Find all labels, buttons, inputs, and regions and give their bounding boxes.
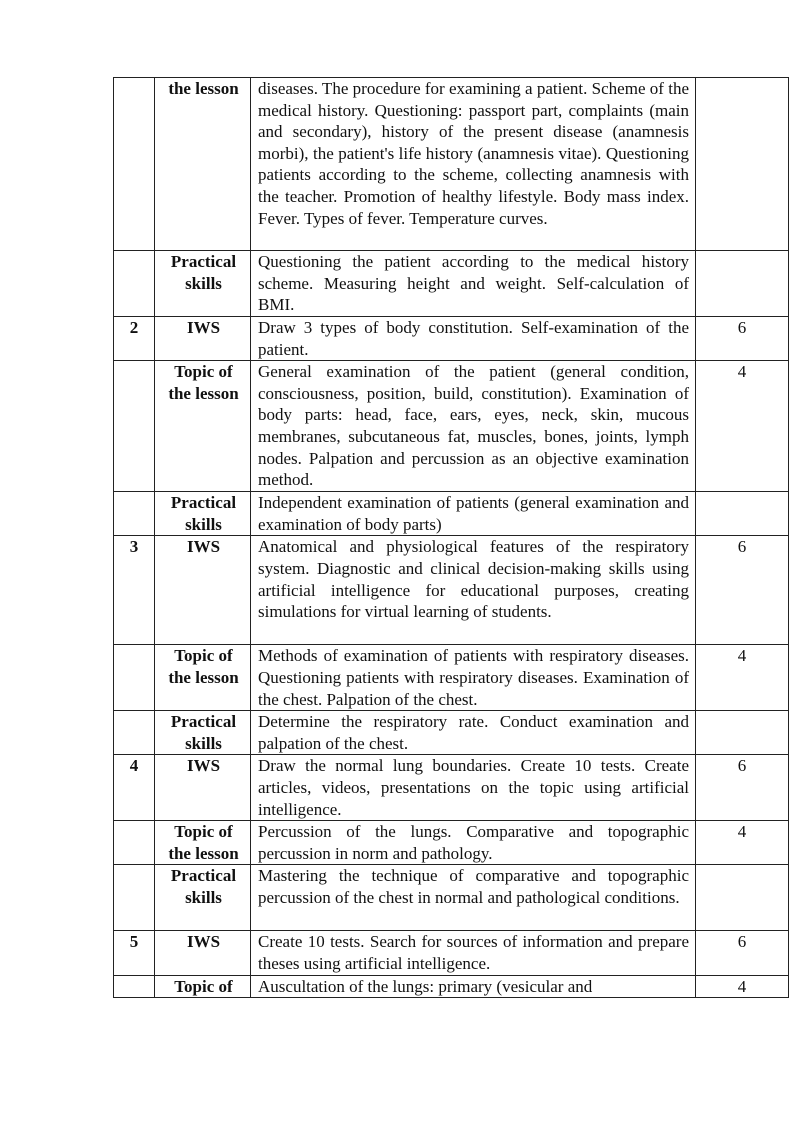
table-row bbox=[114, 755, 789, 821]
hours: 6 bbox=[696, 536, 789, 645]
hours: 6 bbox=[696, 755, 789, 821]
lesson-number: 3 bbox=[114, 536, 155, 645]
row-content: Auscultation of the lungs: primary (vesicular and bbox=[251, 975, 696, 998]
row-label-line: skills bbox=[185, 733, 222, 753]
curriculum-table bbox=[113, 77, 789, 998]
lesson-number bbox=[114, 251, 155, 317]
row-label-line: IWS bbox=[186, 318, 221, 337]
row-label-line: Practical bbox=[170, 712, 237, 732]
row-label bbox=[155, 251, 251, 317]
row-label bbox=[155, 711, 251, 755]
row-label-line: Practical bbox=[170, 252, 237, 271]
lesson-number bbox=[114, 78, 155, 251]
table-row bbox=[114, 821, 789, 865]
row-content: Percussion of the lungs. Comparative and topographic percussion in norm and pathology. bbox=[251, 821, 696, 865]
row-label bbox=[155, 78, 251, 251]
row-label-line: Practical bbox=[170, 493, 237, 513]
table-row bbox=[114, 536, 789, 645]
row-content: Create 10 tests. Search for sources of information and prepare theses using artificial intelligence. bbox=[251, 931, 696, 975]
row-label-line: the lesson bbox=[168, 843, 239, 863]
row-content: Methods of examination of patients with respiratory diseases. Questioning patients with respiratory diseases. Examination of the chest. Palpation of the chest. bbox=[251, 645, 696, 711]
hours: 4 bbox=[696, 821, 789, 865]
lesson-number bbox=[114, 492, 155, 536]
row-label-line: IWS bbox=[186, 756, 221, 776]
table-row bbox=[114, 317, 789, 361]
lesson-number bbox=[114, 975, 155, 998]
row-label bbox=[155, 865, 251, 931]
lesson-number bbox=[114, 645, 155, 711]
row-label-line: Topic of bbox=[174, 646, 233, 666]
lesson-number bbox=[114, 361, 155, 492]
row-content: Determine the respiratory rate. Conduct examination and palpation of the chest. bbox=[251, 711, 696, 755]
hours: 4 bbox=[696, 361, 789, 492]
lesson-number: 4 bbox=[114, 755, 155, 821]
hours: 4 bbox=[696, 645, 789, 711]
row-label bbox=[155, 821, 251, 865]
row-label-line: skills bbox=[185, 887, 222, 907]
row-label-line: IWS bbox=[186, 537, 221, 557]
row-label bbox=[155, 755, 251, 821]
hours bbox=[696, 711, 789, 755]
table-row bbox=[114, 492, 789, 536]
table-row bbox=[114, 865, 789, 931]
table-row bbox=[114, 361, 789, 492]
row-content: Anatomical and physiological features of the respiratory system. Diagnostic and clinical decision-making skills using artificial intelligence for educational purposes, creating simulations for virtual learning of students. bbox=[251, 536, 696, 645]
row-content: Draw the normal lung boundaries. Create 10 tests. Create articles, videos, presentations on the topic using artificial intelligence. bbox=[251, 755, 696, 821]
table-row bbox=[114, 251, 789, 317]
row-label bbox=[155, 361, 251, 492]
row-label bbox=[155, 645, 251, 711]
table-row bbox=[114, 645, 789, 711]
row-label-line: the lesson bbox=[168, 667, 239, 687]
lesson-number bbox=[114, 865, 155, 931]
row-label-line: IWS bbox=[186, 932, 221, 952]
hours bbox=[696, 492, 789, 536]
table-row bbox=[114, 931, 789, 975]
table-row bbox=[114, 78, 789, 251]
hours: 6 bbox=[696, 931, 789, 975]
hours bbox=[696, 78, 789, 251]
row-label-line: Topic of bbox=[174, 362, 233, 382]
row-content: Mastering the technique of comparative and topographic percussion of the chest in normal and pathological conditions. bbox=[251, 865, 696, 931]
row-label bbox=[155, 536, 251, 645]
row-label-line: skills bbox=[185, 514, 222, 534]
lesson-number bbox=[114, 711, 155, 755]
lesson-number bbox=[114, 821, 155, 865]
row-label bbox=[155, 975, 251, 998]
row-label bbox=[155, 931, 251, 975]
table-row bbox=[114, 711, 789, 755]
row-content: diseases. The procedure for examining a patient. Scheme of the medical history. Questioning: passport part, complaints (main and secondary), history of the present disease (anamnesis morbi), the patient's life history (anamnesis vitae). Questioning patients according to the scheme, collecting anamnesis with the teacher. Promotion of healthy lifestyle. Body mass index. Fever. Types of fever. Temperature curves. bbox=[251, 78, 696, 251]
row-label-line: Topic of bbox=[174, 976, 233, 996]
lesson-number: 2 bbox=[114, 317, 155, 361]
hours: 6 bbox=[696, 317, 789, 361]
lesson-number: 5 bbox=[114, 931, 155, 975]
row-label-line: skills bbox=[185, 273, 222, 293]
row-label bbox=[155, 317, 251, 361]
row-content: Draw 3 types of body constitution. Self-examination of the patient. bbox=[251, 317, 696, 361]
row-content: General examination of the patient (general condition, consciousness, position, build, constitution). Examination of body parts: head, face, ears, eyes, neck, skin, mucous membranes, subcutaneous fat, muscles, bones, joints, lymph nodes. Palpation and percussion as an objective examination method. bbox=[251, 361, 696, 492]
hours: 4 bbox=[696, 975, 789, 998]
hours bbox=[696, 865, 789, 931]
table-row bbox=[114, 975, 789, 998]
row-content: Independent examination of patients (general examination and examination of body parts) bbox=[251, 492, 696, 536]
row-label bbox=[155, 492, 251, 536]
row-content: Questioning the patient according to the medical history scheme. Measuring height and weight. Self-calculation of BMI. bbox=[251, 251, 696, 317]
row-label-line: the lesson bbox=[168, 79, 239, 98]
row-label-line: the lesson bbox=[168, 383, 239, 403]
hours bbox=[696, 251, 789, 317]
row-label-line: Practical bbox=[170, 866, 237, 886]
row-label-line: Topic of bbox=[174, 822, 233, 842]
